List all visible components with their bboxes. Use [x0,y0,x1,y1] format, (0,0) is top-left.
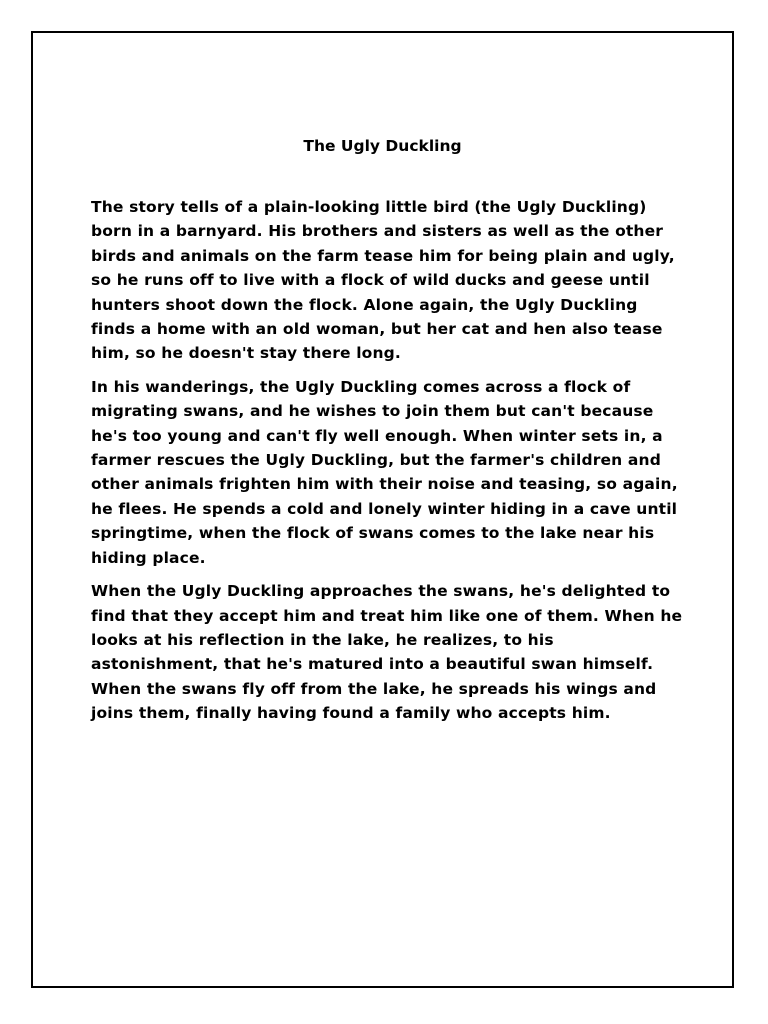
paragraph-3: When the Ugly Duckling approaches the swans, he's delighted to find that they accept him and treat him like one of them. When he looks at his reflection in the lake, he realizes, to his astonishment, that he's matured into a beautiful swan himself. When the swans fly off from the lake, he spreads his wings and joins them, finally having found a family who accepts him. [91,582,683,723]
page-frame [31,31,734,988]
paragraph-2: In his wanderings, the Ugly Duckling comes across a flock of migrating swans, and he wishes to join them but can't because he's too young and can't fly well enough. When winter sets in, a farmer rescues the Ugly Duckling, but the farmer's children and other animals frighten him with their noise and teasing, so again, he flees. He spends a cold and lonely winter hiding in a cave until springtime, when the flock of swans comes to the lake near his hiding place. [91,377,678,567]
paragraph-1: The story tells of a plain-looking little bird (the Ugly Duckling) born in a barnyard. His brothers and sisters as well as the other birds and animals on the farm tease him for being plain and ugly, so he runs off to live with a flock of wild ducks and geese until hunters shoot down the flock. Alone again, the Ugly Duckling finds a home with an old woman, but her cat and hen also tease him, so he doesn't stay there long. [91,198,675,363]
document-title: The Ugly Duckling [303,137,462,155]
document-body [91,195,686,735]
